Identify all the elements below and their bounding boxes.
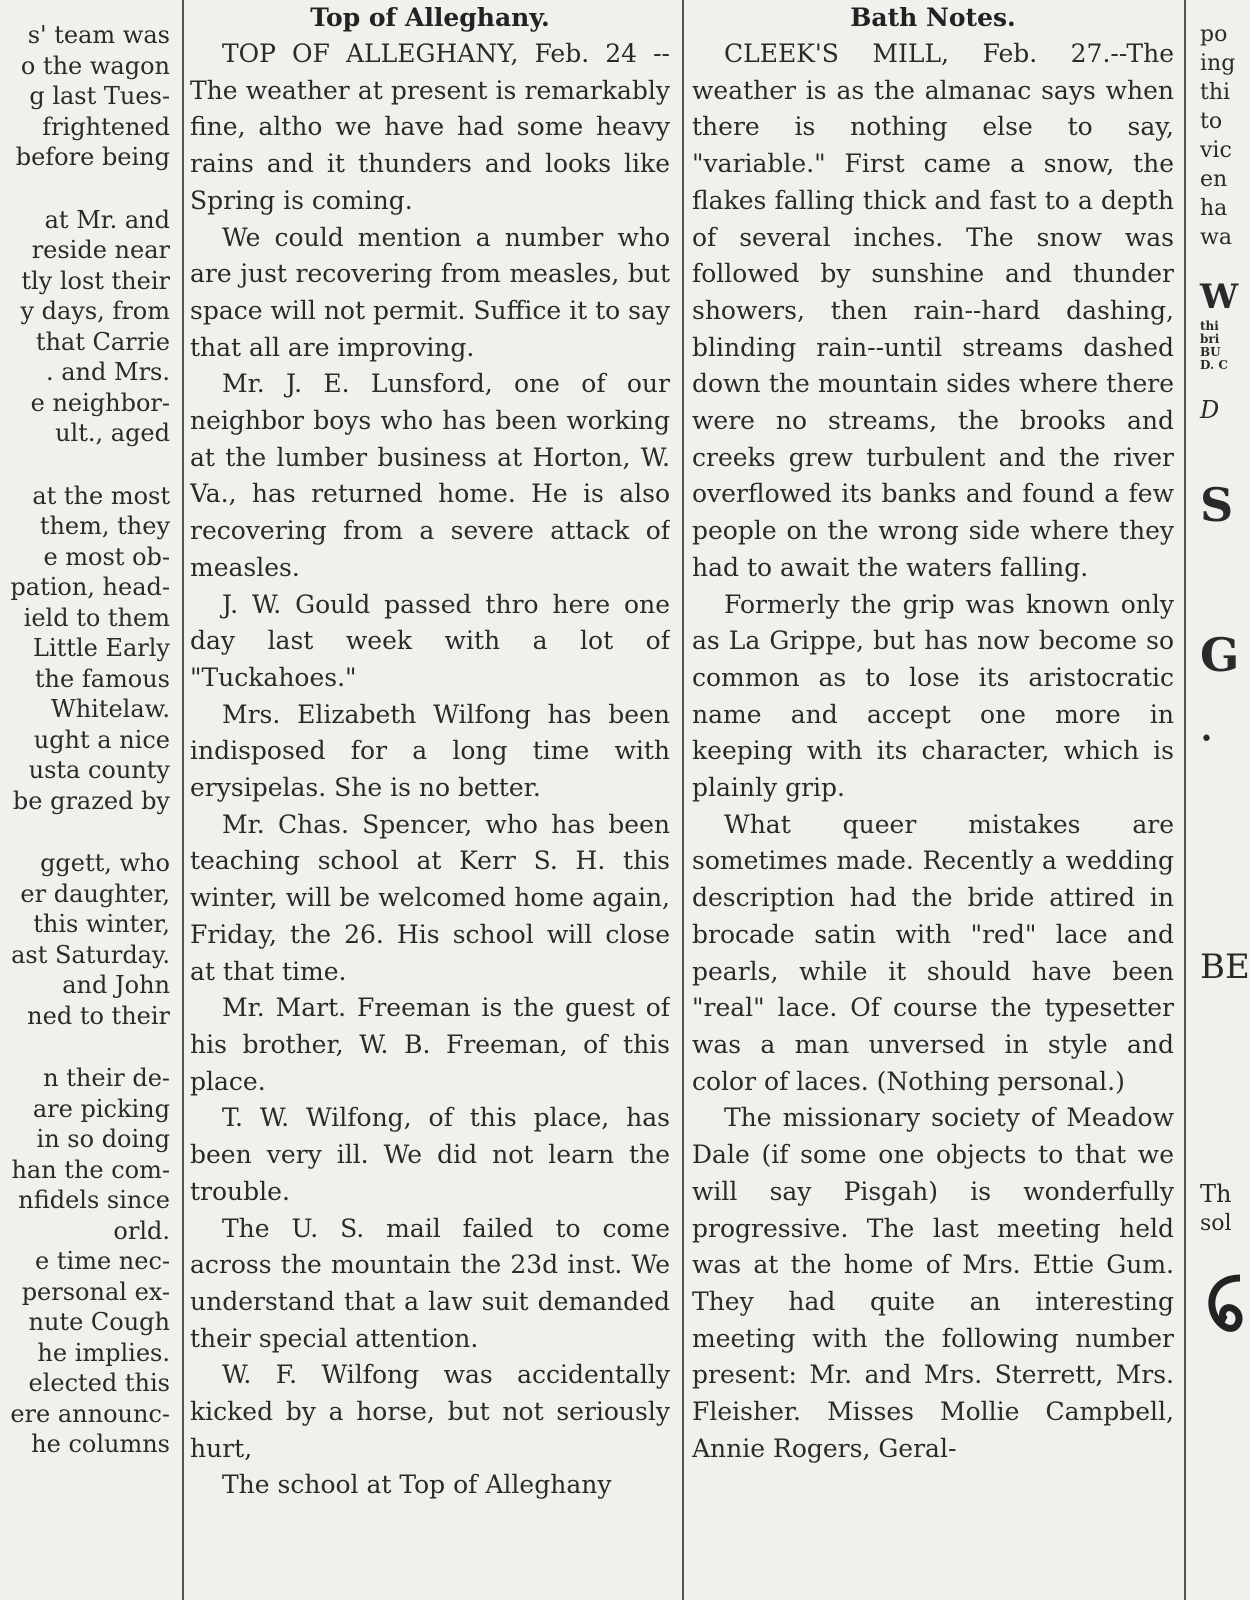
left-fragment-line: at the most: [32, 481, 170, 510]
right-dot: •: [1200, 727, 1213, 752]
left-fragment-line: ield to them: [23, 603, 170, 632]
left-fragment-line: nfidels since: [18, 1186, 170, 1214]
right-fragment-d: D: [1200, 396, 1220, 424]
right-cutoff-column: [1196, 0, 1250, 1600]
left-fragment-line: tly lost their: [21, 266, 170, 295]
left-fragment-line: the famous: [34, 664, 170, 693]
left-fragment-line: e time nec-: [35, 1247, 170, 1275]
left-fragment-line: before being: [15, 143, 170, 171]
left-fragment-line: o the wagon: [20, 51, 170, 80]
right-fragment: wa: [1200, 225, 1232, 250]
article-paragraph: The missionary society of Meadow Dale (if some one objects to that we will say Pisgah) is wonderfully progressive. The last meeting held was at the home of Mrs. Ettie Gum. They had quite an interesting meeting with the following number present: Mr. and Mrs. Sterrett, Mrs. Fleisher. Misses Mollie Campbell, Annie Rogers, Geral-: [692, 1103, 1174, 1463]
right-fragment: thi: [1200, 80, 1231, 105]
left-cutoff-column: [0, 0, 180, 1600]
left-fragment-line: he columns: [31, 1430, 170, 1458]
left-fragment-line: Whitelaw.: [51, 695, 170, 723]
left-fragment-line: at Mr. and: [44, 205, 170, 234]
left-gap: [0, 1031, 170, 1063]
article-headline: Bath Notes.: [850, 3, 1016, 32]
article-paragraph: T. W. Wilfong, of this place, has been very ill. We did not learn the trouble.: [190, 1103, 670, 1206]
left-fragment-line: them, they: [39, 512, 170, 540]
article-top-of-alleghany: [190, 0, 670, 1600]
right-fragment: ha: [1200, 196, 1228, 221]
column-rule-1: [182, 0, 184, 1600]
left-fragment-line: orld.: [113, 1216, 170, 1245]
left-fragment-line: s' team was: [27, 21, 170, 49]
left-fragment-line: elected this: [28, 1369, 170, 1397]
left-fragment-line: n their de-: [43, 1064, 170, 1092]
left-fragment-line: that Carrie: [35, 327, 170, 356]
left-gap: [0, 449, 170, 481]
column-rule-2: [682, 0, 684, 1600]
article-bath-notes: [692, 0, 1174, 1600]
right-fragment: Th: [1200, 1180, 1232, 1208]
right-tiny-fragment: bri: [1200, 332, 1220, 346]
left-fragment-line: ere announc-: [10, 1399, 170, 1428]
right-fragment: to: [1200, 109, 1223, 134]
left-fragment-line: be grazed by: [12, 786, 170, 815]
left-fragment-line: ggett, who: [40, 849, 170, 877]
article-paragraph: W. F. Wilfong was accidentally kicked by a horse, but not seriously hurt,: [190, 1360, 670, 1463]
right-heading-w: W: [1200, 277, 1239, 317]
left-fragment-line: e most ob-: [43, 542, 170, 571]
article-paragraph: CLEEK'S MILL, Feb. 27.--The weather is as the almanac says when there is nothing else to say, "variable." First came a snow, the flakes falling thick and fast to a depth of several inches. The snow was followed by sunshine and thunder showers, then rain--hard dashing, blinding rain--until streams dashed down the mountain sides where there were no streams, the brooks and creeks grew turbulent and the river overflowed its banks and found a few people on the wrong side where they had to await the waters falling.: [692, 39, 1174, 582]
article-paragraph: Mr. Mart. Freeman is the guest of his brother, W. B. Freeman, of this place.: [190, 993, 670, 1096]
right-fragment: ing: [1200, 51, 1236, 76]
left-fragment-line: y days, from: [20, 297, 170, 325]
column-rule-3: [1184, 0, 1186, 1600]
right-heading-s: S: [1200, 478, 1234, 532]
article-paragraph: Mrs. Elizabeth Wilfong has been indisposed for a long time with erysipelas. She is no better.: [190, 699, 670, 803]
right-heading-g: G: [1200, 628, 1240, 682]
article-paragraph: Mr. J. E. Lunsford, one of our neighbor boys who has been working at the lumber business at Horton, W. Va., has returned home. He is also recovering from a severe attack of measles.: [190, 369, 670, 582]
left-fragment-line: ast Saturday.: [11, 940, 170, 969]
left-fragment-line: e neighbor-: [30, 388, 170, 417]
left-gap: [0, 816, 170, 848]
right-tiny-fragment: thi: [1200, 319, 1219, 333]
left-fragment-line: han the com-: [11, 1155, 170, 1184]
right-tiny-fragment: D. C: [1200, 358, 1228, 372]
left-fragment-line: ult., aged: [55, 419, 170, 447]
left-fragment-line: usta county: [28, 756, 170, 784]
left-fragment-line: ught a nice: [33, 725, 170, 754]
left-fragment-line: and John: [62, 971, 170, 999]
right-tiny-fragment: BU: [1200, 345, 1221, 359]
right-fragment: vic: [1200, 138, 1232, 163]
left-fragment-line: nute Cough: [28, 1308, 170, 1336]
left-fragment-line: in so doing: [36, 1125, 170, 1153]
ornament-swirl-icon: [1200, 1268, 1250, 1348]
left-fragment-line: er daughter,: [20, 879, 170, 908]
left-fragment-line: are picking: [32, 1094, 170, 1123]
left-fragment-line: . and Mrs.: [45, 358, 170, 386]
left-fragment-line: frightened: [42, 112, 170, 141]
left-gap: [0, 173, 170, 205]
article-paragraph: We could mention a number who are just recovering from measles, but space will not permit. Suffice it to say that all are improving.: [190, 222, 670, 362]
left-fragment-line: he implies.: [37, 1338, 170, 1367]
right-heading-be: BE: [1200, 947, 1250, 987]
article-paragraph: Formerly the grip was known only as La Grippe, but has now become so common as to lose its aristocratic name and accept one more in keeping with its character, which is plainly grip.: [692, 589, 1174, 803]
article-paragraph: J. W. Gould passed thro here one day last week with a lot of "Tuckahoes.": [190, 589, 670, 692]
left-fragment-line: Little Early: [33, 634, 170, 662]
left-fragment-line: this winter,: [33, 910, 170, 938]
left-fragment-line: ned to their: [27, 1001, 170, 1030]
right-fragment: en: [1200, 167, 1228, 192]
article-paragraph: What queer mistakes are sometimes made. Recently a wedding description had the bride attired in brocade satin with "red" lace and pearls, while it should have been "real" lace. Of course the typesetter was a man unversed in style and color of laces. (Nothing personal.): [692, 809, 1174, 1096]
left-fragment-line: personal ex-: [21, 1277, 170, 1306]
article-paragraph: TOP OF ALLEGHANY, Feb. 24 -- The weather at present is remarkably fine, altho we have had some heavy rains and it thunders and looks like Spring is coming.: [190, 39, 670, 215]
left-fragment-line: pation, head-: [10, 573, 170, 601]
article-headline: Top of Alleghany.: [310, 3, 550, 32]
right-fragment: po: [1200, 22, 1228, 47]
article-paragraph: Mr. Chas. Spencer, who has been teaching school at Kerr S. H. this winter, will be welcomed home again, Friday, the 26. His school will close at that time.: [190, 809, 670, 986]
article-paragraph: The school at Top of Alleghany: [222, 1470, 612, 1500]
article-paragraph: The U. S. mail failed to come across the mountain the 23d inst. We understand that a law suit demanded their special attention.: [190, 1213, 670, 1353]
right-fragment: sol: [1200, 1211, 1232, 1236]
left-fragment-line: reside near: [31, 236, 170, 264]
left-fragment-line: g last Tues-: [29, 82, 170, 110]
